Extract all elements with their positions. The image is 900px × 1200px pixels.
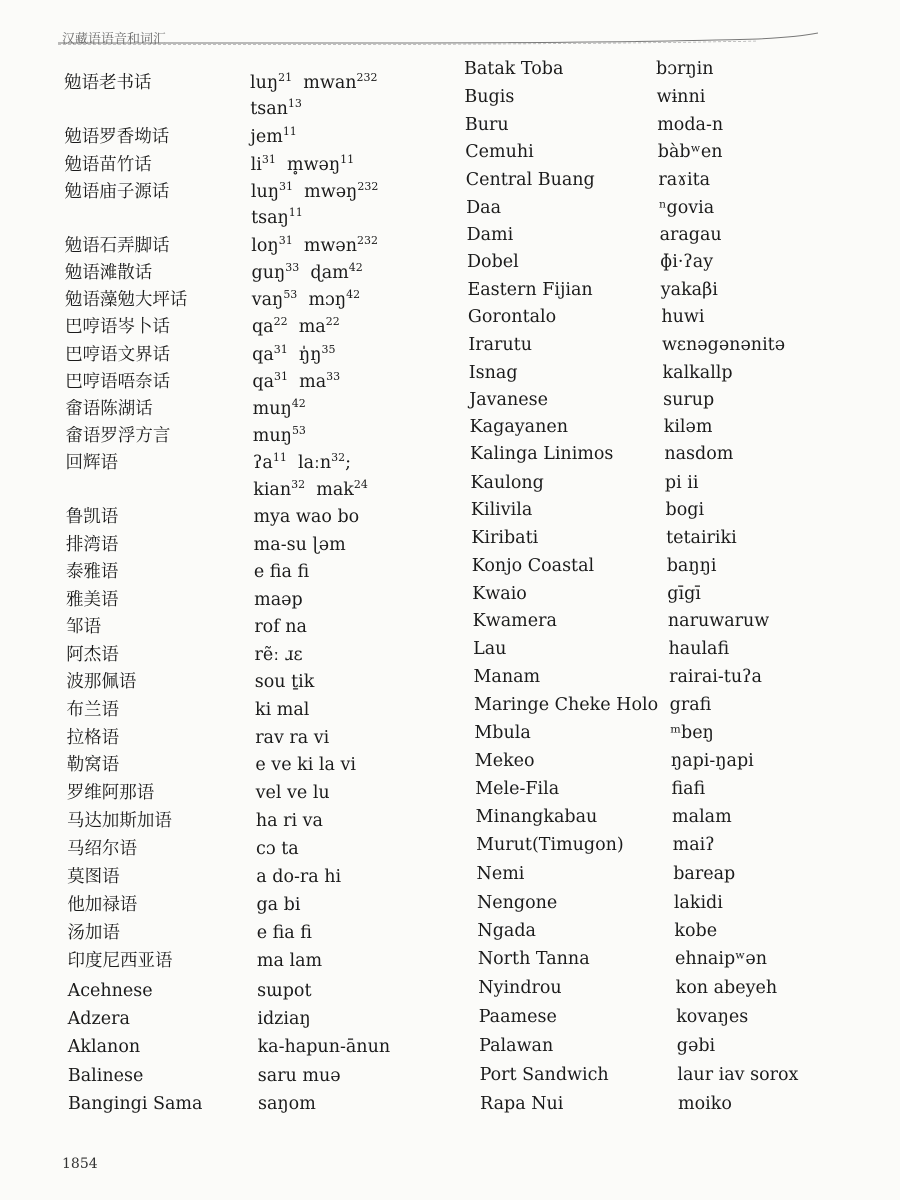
running-header: 汉藏语语音和词汇 [62,32,167,47]
right-language-name: Kagayanen [469,417,568,437]
left-word-form: ka-hapun-ānun [257,1037,391,1057]
right-language-name: Mbula [474,723,531,743]
right-word-form: pi ii [664,473,699,493]
right-word-form: kovaŋes [676,1007,749,1027]
left-language-name: 勉语庙子源话 [64,182,170,202]
right-language-name: Bugis [464,87,515,107]
left-language-name: 汤加语 [67,923,120,943]
right-language-name: Paamese [478,1007,557,1027]
left-language-name: 雅美语 [66,590,119,610]
right-language-name: Kaulong [470,473,544,493]
right-language-name: Konjo Coastal [471,556,595,576]
right-language-name: Dobel [467,252,519,272]
right-language-name: Mekeo [474,751,535,771]
left-word-form: $qa^{22}$ $ma^{22}$ [251,315,340,337]
right-word-form: kiləm [663,417,713,437]
right-language-name: Minangkabau [475,807,598,827]
right-language-name: Palawan [479,1036,554,1056]
left-language-name: 鲁凯语 [65,507,119,527]
right-word-form: bogi [665,500,705,520]
left-word-form: jem$^{11}$ [250,125,297,147]
left-word-form: luŋ$^{21}$ mwan$^{232}$ [250,71,378,93]
right-language-name: Isnag [468,363,518,383]
right-word-form: maiʔ [672,835,715,855]
right-word-form: naruwaruw [667,611,770,631]
right-word-form: gəbi [676,1036,716,1056]
right-word-form: yakaβi [660,280,718,300]
right-language-name: Maringe Cheke Holo [473,695,659,715]
right-language-name: Daa [466,198,502,218]
left-language-name: 畲语罗浮方言 [65,426,171,446]
left-language-name: Balinese [67,1066,144,1086]
right-language-name: Murut(Timugon) [476,835,624,855]
left-word-form: saru muə [257,1066,341,1086]
right-word-form: rairai-tuʔa [669,667,762,687]
left-word-form: $li^{31}$ m̥wəŋ$^{11}$ [250,153,355,175]
left-word-form: rof na [254,617,307,637]
left-word-form: $qa^{31}$ $ma^{33}$ [252,370,341,392]
right-word-form: bareap [673,864,736,884]
right-word-form: ᵐbeŋ [670,723,714,743]
left-word-form: ma-su ɭəm [253,535,346,555]
left-word-form: cɔ ta [256,839,299,859]
left-word-form: vaŋ$^{53}$ mɔŋ$^{42}$ [251,288,361,310]
right-word-form: malam [672,807,732,827]
left-word-form: tsan$^{13}$ [250,97,302,119]
left-language-name: 排湾语 [65,535,119,555]
right-word-form: ehnaipʷən [675,949,768,969]
left-word-form: muŋ$^{42}$ [252,397,306,419]
left-language-name: 勉语罗香坳话 [64,127,170,147]
right-language-name: Batak Toba [464,59,564,79]
right-word-form: huwi [661,307,705,327]
right-language-name: Port Sandwich [479,1065,609,1085]
left-language-name: 罗维阿那语 [66,783,155,803]
right-language-name: Nemi [476,864,525,884]
left-language-name: 马达加斯加语 [66,811,172,831]
left-word-form: $qa^{31}$ $ŋ̍ŋ^{35}$ [252,343,336,365]
left-word-form: ma lam [256,951,323,971]
left-language-name: 马绍尔语 [67,839,138,859]
left-language-name: 波那佩语 [66,672,137,692]
left-language-name: 勉语苗竹话 [64,155,152,175]
left-language-name: 回辉语 [65,453,118,473]
right-language-name: Buru [464,115,509,135]
left-word-form: ha ri va [255,811,323,831]
left-word-form: rẽː ɹɛ [254,645,303,665]
right-language-name: Ngada [477,921,536,941]
left-language-name: 畲语陈湖话 [65,399,153,419]
header-rule [58,31,818,49]
left-word-form: muŋ$^{53}$ [252,424,306,446]
right-language-name: Manam [473,667,541,687]
left-word-form: kian$^{32}$ mak$^{24}$ [253,478,368,500]
right-language-name: Kiribati [471,528,539,548]
right-word-form: moda-n [657,115,724,135]
right-language-name: Javanese [469,390,548,410]
right-language-name: Nengone [476,893,558,913]
right-language-name: Mele-Fila [475,779,560,799]
right-language-name: Gorontalo [467,307,557,327]
right-word-form: baŋŋi [666,556,717,576]
right-word-form: aragau [659,225,722,245]
right-word-form: laur iav sorox [677,1065,799,1085]
right-language-name: Rapa Nui [480,1094,564,1114]
left-word-form: vel ve lu [255,783,330,803]
left-language-name: 布兰语 [66,700,119,720]
right-word-form: raɤita [658,170,711,190]
left-language-name: 勉语滩散话 [64,263,153,283]
left-word-form: sou ṯik [254,672,315,692]
right-language-name: Cemuhi [465,142,534,162]
right-word-form: haulafi [668,639,730,659]
left-word-form: e fia fi [256,923,312,943]
right-word-form: nasdom [664,444,734,464]
right-language-name: Dami [466,225,514,245]
left-word-form: sɯpot [257,981,312,1001]
right-language-name: Kalinga Linimos [470,444,614,464]
left-language-name: 勉语石弄脚话 [64,236,170,256]
left-language-name: 印度尼西亚语 [67,951,173,971]
right-word-form: kobe [674,921,718,941]
left-word-form: e ve ki la vi [255,755,356,775]
right-language-name: Lau [473,639,507,659]
right-word-form: fiafi [671,779,706,799]
right-word-form: wɨnni [656,87,706,107]
left-word-form: saŋom [258,1094,316,1114]
right-word-form: ⁿgovia [658,198,715,218]
left-language-name: 莫图语 [67,867,120,887]
right-word-form: gīgī [667,584,701,604]
left-word-form: idziaŋ [257,1009,311,1029]
left-language-name: 勉语藻勉大坪话 [64,290,188,310]
left-word-form: a do-ra hi [256,867,342,887]
right-word-form: lakidi [673,893,723,913]
right-word-form: wɛnəgənənitə [661,335,786,355]
right-language-name: Eastern Fijian [467,280,593,300]
left-word-form: guŋ$^{33}$ ɖam$^{42}$ [251,261,363,283]
right-language-name: North Tanna [477,949,590,969]
right-word-form: surup [663,390,715,410]
right-word-form: tetairiki [666,528,737,548]
left-word-form: e fia fi [253,562,310,582]
right-language-name: Irarutu [468,335,532,355]
left-word-form: tsaŋ$^{11}$ [251,206,303,228]
left-language-name: 巴哼语岑卜话 [64,317,170,337]
left-language-name: Bangingi Sama [68,1094,203,1114]
left-language-name: 勒窝语 [66,755,120,775]
left-word-form: luŋ$^{31}$ mwəŋ$^{232}$ [250,180,379,202]
right-word-form: kon abeyeh [675,978,778,998]
left-language-name: 拉格语 [66,728,120,748]
right-language-name: Nyindrou [478,978,562,998]
left-word-form: maəp [254,590,303,610]
right-word-form: ɸi·ʔay [660,252,714,272]
left-language-name: 巴哼语唔奈话 [65,372,171,392]
left-word-form: loŋ$^{31}$ mwən$^{232}$ [251,234,379,256]
left-word-form: rav ra vi [255,728,330,748]
right-word-form: grafi [669,695,712,715]
left-language-name: 阿杰语 [66,645,119,665]
left-word-form: ʔa$^{11}$ laːn$^{32}$; [253,451,352,473]
left-word-form: mya wao bo [253,507,360,527]
left-language-name: 勉语老书话 [64,73,152,93]
right-language-name: Kilivila [470,500,533,520]
left-language-name: 巴哼语文界话 [65,345,171,365]
right-word-form: bɔrŋin [656,59,714,79]
right-word-form: bàbʷen [657,142,723,162]
left-language-name: 泰雅语 [65,562,119,582]
left-language-name: 他加禄语 [67,895,138,915]
left-word-form: ki mal [254,700,310,720]
left-word-form: ga bi [256,895,301,915]
right-word-form: kalkallp [662,363,733,383]
right-word-form: moiko [678,1094,732,1114]
page-number: 1854 [62,1156,98,1172]
left-language-name: 邹语 [66,617,102,637]
right-language-name: Central Buang [465,170,595,190]
left-language-name: Adzera [67,1009,130,1029]
right-language-name: Kwamera [472,611,557,631]
left-language-name: Acehnese [67,981,153,1001]
right-word-form: ŋapi-ŋapi [670,751,754,771]
left-language-name: Aklanon [67,1037,141,1057]
right-language-name: Kwaio [472,584,527,604]
